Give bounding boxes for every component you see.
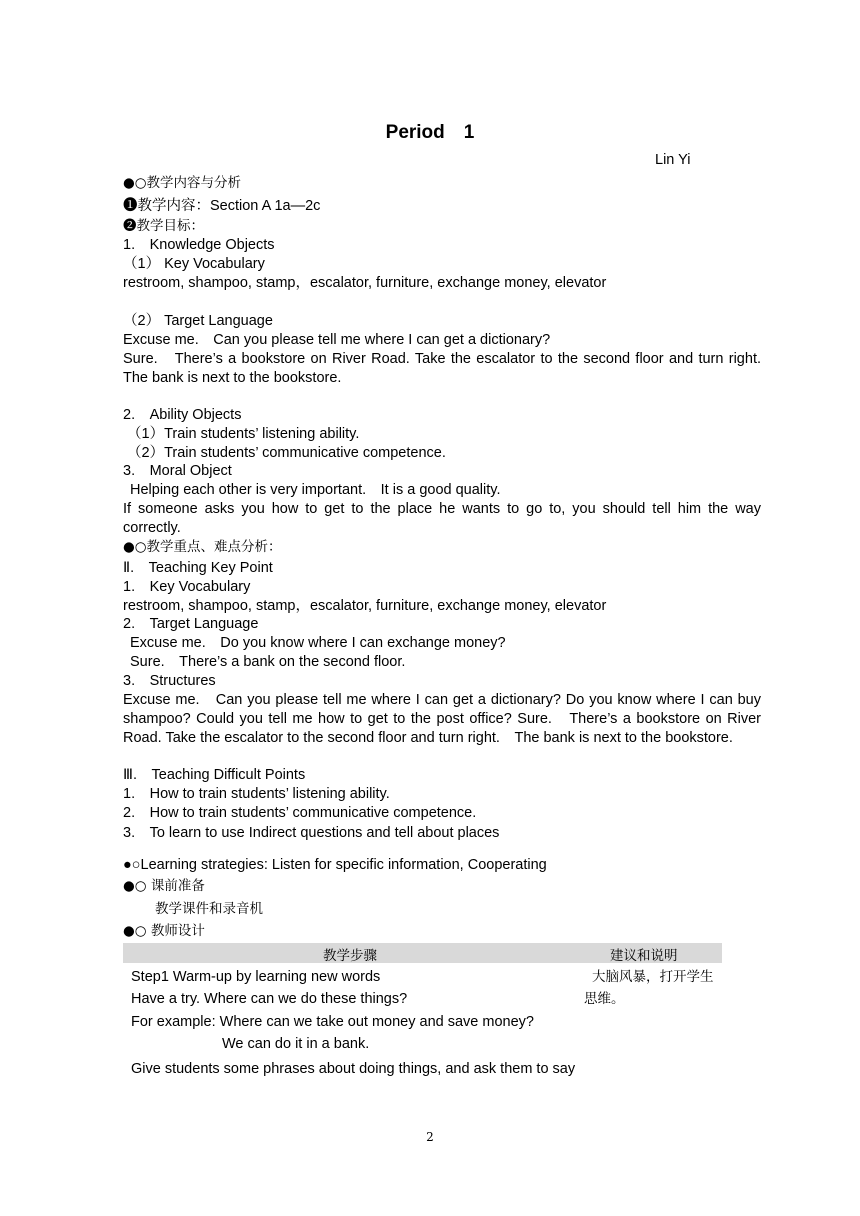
step-line: We can do it in a bank. bbox=[222, 1036, 370, 1052]
difficult-points-heading: Ⅲ. Teaching Difficult Points bbox=[123, 767, 306, 783]
ability-objects-heading: 2. Ability Objects bbox=[123, 407, 242, 423]
page-number: 2 bbox=[426, 1130, 434, 1144]
section-heading-key-points: ●○教学重点、难点分析： bbox=[123, 539, 282, 555]
target-language-line: Sure. There’s a bank on the second floor. bbox=[130, 654, 406, 670]
step-line: For example: Where can we take out money and save money? bbox=[131, 1014, 534, 1030]
target-language-line: Excuse me. Do you know where I can exchange money? bbox=[130, 635, 506, 651]
learning-strategies: ●○Learning strategies: Listen for specific information, Cooperating bbox=[123, 857, 547, 873]
step-paragraph: Give students some phrases about doing things, and ask them to say bbox=[131, 1061, 576, 1077]
moral-paragraph: If someone asks you how to get to the place he wants to go to, you should tell him the way correctly. bbox=[123, 501, 761, 536]
section-heading-content-analysis: ●○教学内容与分析 bbox=[123, 175, 242, 191]
key-vocabulary-subheading: （1） Key Vocabulary bbox=[123, 256, 265, 272]
teaching-content: ❶教学内容：Section A 1a—2c bbox=[123, 198, 321, 214]
step-title: Step1 Warm-up by learning new words bbox=[131, 969, 381, 985]
structures-heading: 3. Structures bbox=[123, 673, 216, 689]
difficult-point-item: 1. How to train students’ listening ability. bbox=[123, 786, 390, 802]
page-title: Period 1 bbox=[385, 122, 475, 143]
teaching-key-point-heading: Ⅱ. Teaching Key Point bbox=[123, 560, 273, 576]
knowledge-objects-heading: 1. Knowledge Objects bbox=[123, 237, 275, 253]
section-heading-design: ●○ 教师设计 bbox=[123, 923, 205, 939]
objectives-heading: ❷教学目标： bbox=[123, 218, 204, 234]
ability-item: （2）Train students’ communicative competence. bbox=[127, 445, 446, 461]
column-header-steps: 教学步骤 bbox=[323, 948, 377, 964]
vocabulary-list: restroom, shampoo, stamp，escalator, furniture, exchange money, elevator bbox=[123, 275, 607, 291]
structures-paragraph: Excuse me. Can you please tell me where I can get a dictionary? Do you know where I can buy shampoo? Could you tell me how to get to the post office? Sure. There’s a bookstore on River Road. Take the escalator to the second floor and turn right. The bank is next to the bookstore. bbox=[123, 692, 761, 746]
key-vocabulary-heading: 1. Key Vocabulary bbox=[123, 579, 251, 595]
target-language-subheading: （2） Target Language bbox=[123, 313, 273, 329]
moral-object-heading: 3. Moral Object bbox=[123, 463, 232, 479]
author-name: Lin Yi bbox=[655, 152, 691, 168]
section-heading-preparation: ●○ 课前准备 bbox=[123, 878, 205, 894]
difficult-point-item: 3. To learn to use Indirect questions and tell about places bbox=[123, 825, 500, 841]
target-language-heading: 2. Target Language bbox=[123, 616, 259, 632]
target-language-paragraph: Sure. There’s a bookstore on River Road. Take the escalator to the second floor and turn right. The bank is next to the bookstore. bbox=[123, 351, 776, 386]
vocabulary-list: restroom, shampoo, stamp，escalator, furniture, exchange money, elevator bbox=[123, 598, 607, 614]
column-header-notes: 建议和说明 bbox=[610, 948, 678, 964]
table-header bbox=[123, 943, 722, 963]
moral-line: Helping each other is very important. It is a good quality. bbox=[130, 482, 501, 498]
target-language-line: Excuse me. Can you please tell me where I can get a dictionary? bbox=[123, 332, 551, 348]
step-line: Have a try. Where can we do these things? bbox=[131, 991, 408, 1007]
ability-item: （1）Train students’ listening ability. bbox=[127, 426, 360, 442]
preparation-item: 教学课件和录音机 bbox=[155, 901, 263, 917]
table-note: 大脑风暴，打开学生思维。 bbox=[584, 969, 714, 1007]
difficult-point-item: 2. How to train students’ communicative competence. bbox=[123, 805, 477, 821]
